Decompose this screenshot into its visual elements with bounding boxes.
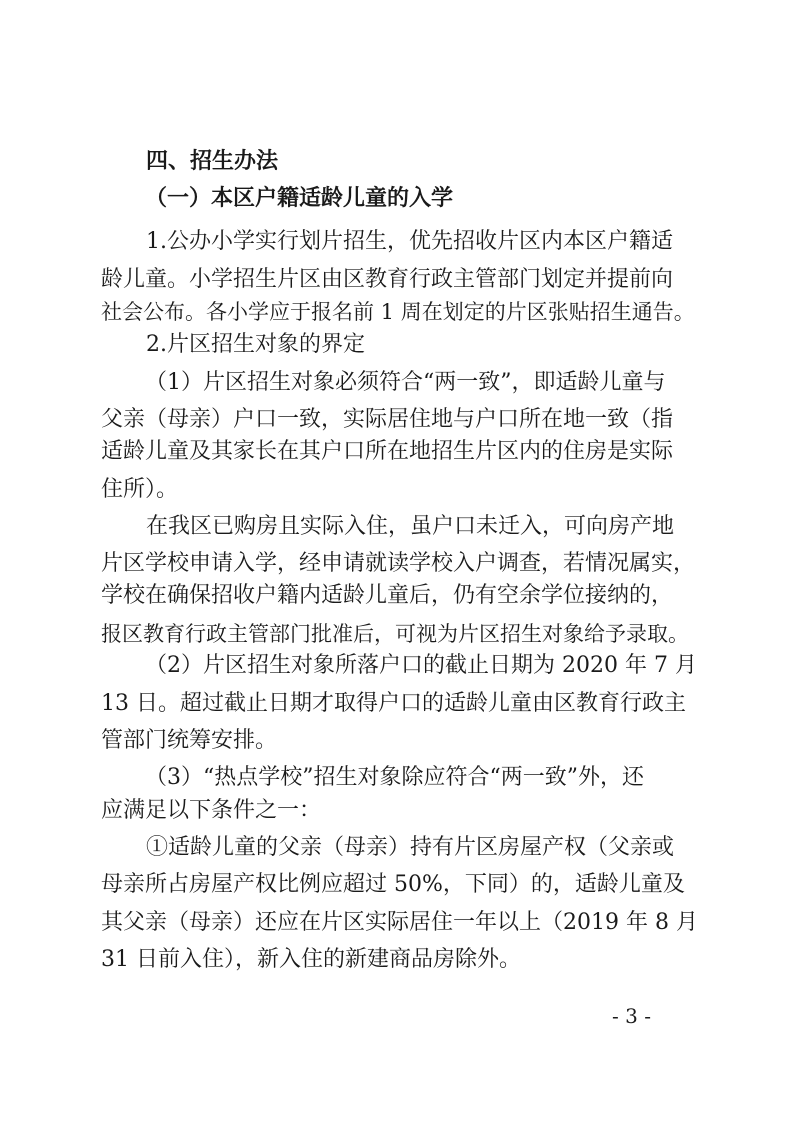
paragraph-line: 应满足以下条件之一： — [101, 798, 322, 823]
paragraph-line: 母亲所占房屋产权比例应超过 50%，下同）的，适龄儿童及 — [101, 872, 685, 897]
subsection-heading: （一）本区户籍适龄儿童的入学 — [145, 186, 454, 211]
page-number: - 3 - — [612, 1004, 651, 1028]
paragraph-line: 适龄儿童及其家长在其户口所在地招生片区内的住房是实际 — [101, 439, 674, 464]
paragraph-line: 1.公办小学实行划片招生，优先招收片区内本区户籍适 — [146, 229, 673, 254]
paragraph-line: 2.片区招生对象的界定 — [146, 332, 365, 357]
paragraph-line: 社会公布。各小学应于报名前 1 周在划定的片区张贴招生通告。 — [101, 300, 695, 324]
section-heading: 四、招生办法 — [146, 149, 279, 174]
paragraph-line: （3）“热点学校”招生对象除应符合“两一致”外，还 — [145, 765, 644, 790]
paragraph-line: 报区教育行政主管部门批准后，可视为片区招生对象给予录取。 — [101, 622, 689, 646]
paragraph-line: （1）片区招生对象必须符合“两一致”，即适龄儿童与 — [145, 370, 666, 395]
paragraph-line: 父亲（母亲）户口一致，实际居住地与户口所在地一致（指 — [101, 407, 674, 432]
paragraph-line: 住所）。 — [101, 477, 179, 502]
paragraph-line: 其父亲（母亲）还应在片区实际居住一年以上（2019 年 8 月 — [101, 910, 698, 935]
paragraph-line: ①适龄儿童的父亲（母亲）持有片区房屋产权（父亲或 — [146, 835, 675, 860]
paragraph-line: 31 日前入住），新入住的新建商品房除外。 — [101, 947, 521, 972]
paragraph-line: 片区学校申请入学，经申请就读学校入户调查，若情况属实， — [101, 551, 696, 576]
paragraph-line: 龄儿童。小学招生片区由区教育行政主管部门划定并提前向 — [101, 267, 674, 292]
paragraph-line: 13 日。超过截止日期才取得户口的适龄儿童由区教育行政主 — [101, 691, 686, 716]
paragraph-line: （2）片区招生对象所落户口的截止日期为 2020 年 7 月 — [145, 653, 697, 678]
paragraph-line: 在我区已购房且实际入住，虽户口未迁入，可向房产地 — [146, 514, 675, 539]
paragraph-line: 学校在确保招收户籍内适龄儿童后，仍有空余学位接纳的， — [101, 583, 674, 608]
paragraph-line: 管部门统筹安排。 — [101, 728, 278, 753]
